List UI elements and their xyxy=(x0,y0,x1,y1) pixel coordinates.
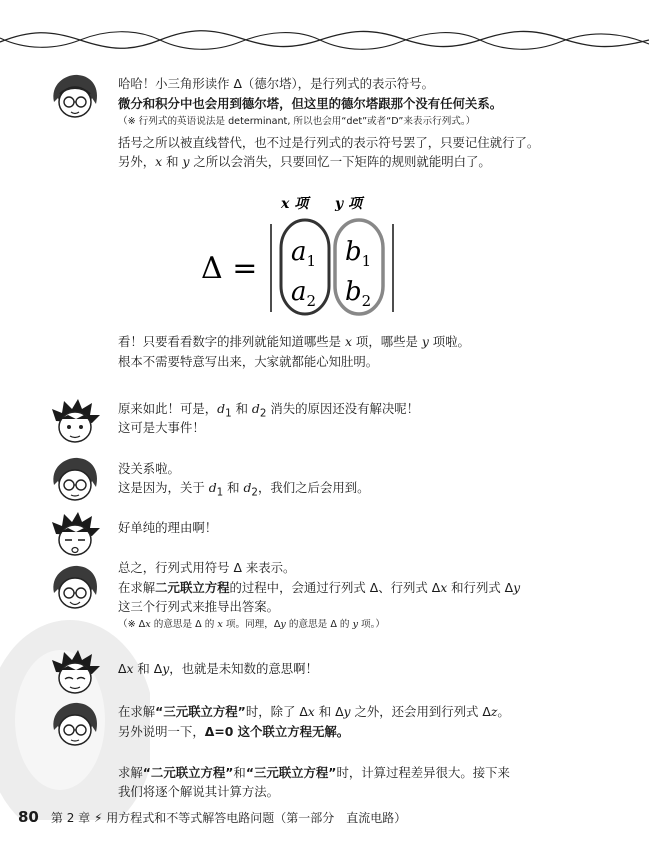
page-footer xyxy=(18,808,406,826)
a2: a xyxy=(291,277,307,307)
x-term-label: x 项 xyxy=(281,196,309,212)
dialogue-4-footnote: （※ Δx 的意思是 Δ 的 x 项。同理，Δy 的意思是 Δ 的 y 项。） xyxy=(118,619,386,630)
dialogue-4-line-2: 在求解二元联立方程的过程中，会通过行列式 Δ、行列式 Δx 和行列式 Δy xyxy=(118,580,521,595)
svg-text:a2: $a_2$ xyxy=(291,277,317,310)
y-term-label: y 项 xyxy=(335,196,363,212)
girl-glasses-avatar xyxy=(48,700,102,750)
dialogue-5-line-1: Δx 和 Δy，也就是未知数的意思啊！ xyxy=(118,661,318,676)
dialogue-2-line-1: 没关系啦。 xyxy=(118,461,180,476)
intro-line-3: 括号之所以被直线替代，也不过是行列式的表示符号罢了，只要记住就行了。 xyxy=(118,135,540,150)
a1: a xyxy=(291,237,307,267)
boy-spiky-hair-avatar xyxy=(48,510,102,560)
b2: b xyxy=(345,277,362,307)
intro-line-4: 另外，x 和 y 之所以会消失，只要回忆一下矩阵的规则就能明白了。 xyxy=(118,154,491,169)
top-wave-decoration xyxy=(0,0,649,60)
look-line-1: 看！只要看看数字的排列就能知道哪些是 x 项，哪些是 y 项啦。 xyxy=(118,334,470,349)
dialogue-7-line-1: 求解“二元联立方程”和“三元联立方程”时，计算过程差异很大。接下来 xyxy=(118,765,510,780)
dialogue-1-line-1: 原来如此！可是，$d_1$ 和 $d_2$ 消失的原因还没有解决呢！ xyxy=(118,401,420,420)
look-line-2: 根本不需要特意写出来，大家就都能心知肚明。 xyxy=(118,354,379,369)
dialogue-4-line-1: 总之，行列式用符号 Δ 来表示。 xyxy=(118,560,296,575)
girl-glasses-avatar xyxy=(48,72,102,122)
dialogue-6-line-2: 另外说明一下，Δ=0 这个联立方程无解。 xyxy=(118,724,350,739)
dialogue-4-line-3: 这三个行列式来推导出答案。 xyxy=(118,599,280,614)
delta-equals: Δ = xyxy=(201,251,258,286)
svg-text:b1: $b_1$ xyxy=(345,237,372,270)
b1: b xyxy=(345,237,362,267)
intro-line-2: 微分和积分中也会用到德尔塔，但这里的德尔塔跟那个没有任何关系。 xyxy=(118,96,503,111)
dialogue-1-line-2: 这可是大事件！ xyxy=(118,420,205,435)
girl-glasses-avatar xyxy=(48,563,102,613)
determinant-formula xyxy=(195,192,405,322)
dialogue-3-line-1: 好单纯的理由啊！ xyxy=(118,520,218,535)
boy-spiky-hair-avatar xyxy=(48,397,102,447)
boy-spiky-hair-avatar xyxy=(48,648,102,698)
intro-line-1: 哈哈！小三角形读作 Δ（德尔塔），是行列式的表示符号。 xyxy=(118,76,434,91)
dialogue-6-line-1: 在求解“三元联立方程”时，除了 Δx 和 Δy 之外，还会用到行列式 Δz。 xyxy=(118,704,510,719)
page-number: 80 xyxy=(18,808,39,826)
dialogue-7-line-2: 我们将逐个解说其计算方法。 xyxy=(118,784,280,799)
girl-glasses-avatar xyxy=(48,455,102,505)
dialogue-2-line-2: 这是因为，关于 $d_1$ 和 $d_2$，我们之后会用到。 xyxy=(118,480,370,499)
intro-footnote: （※ 行列式的英语说法是 determinant, 所以也会用“det”或者“D”来表示行列式。） xyxy=(118,116,476,127)
chapter-title: 第 2 章 ⚡ 用方程式和不等式解答电路问题（第一部分 直流电路） xyxy=(50,811,407,825)
svg-text:a1: $a_1$ xyxy=(291,237,317,270)
svg-text:b2: $b_2$ xyxy=(345,277,372,310)
